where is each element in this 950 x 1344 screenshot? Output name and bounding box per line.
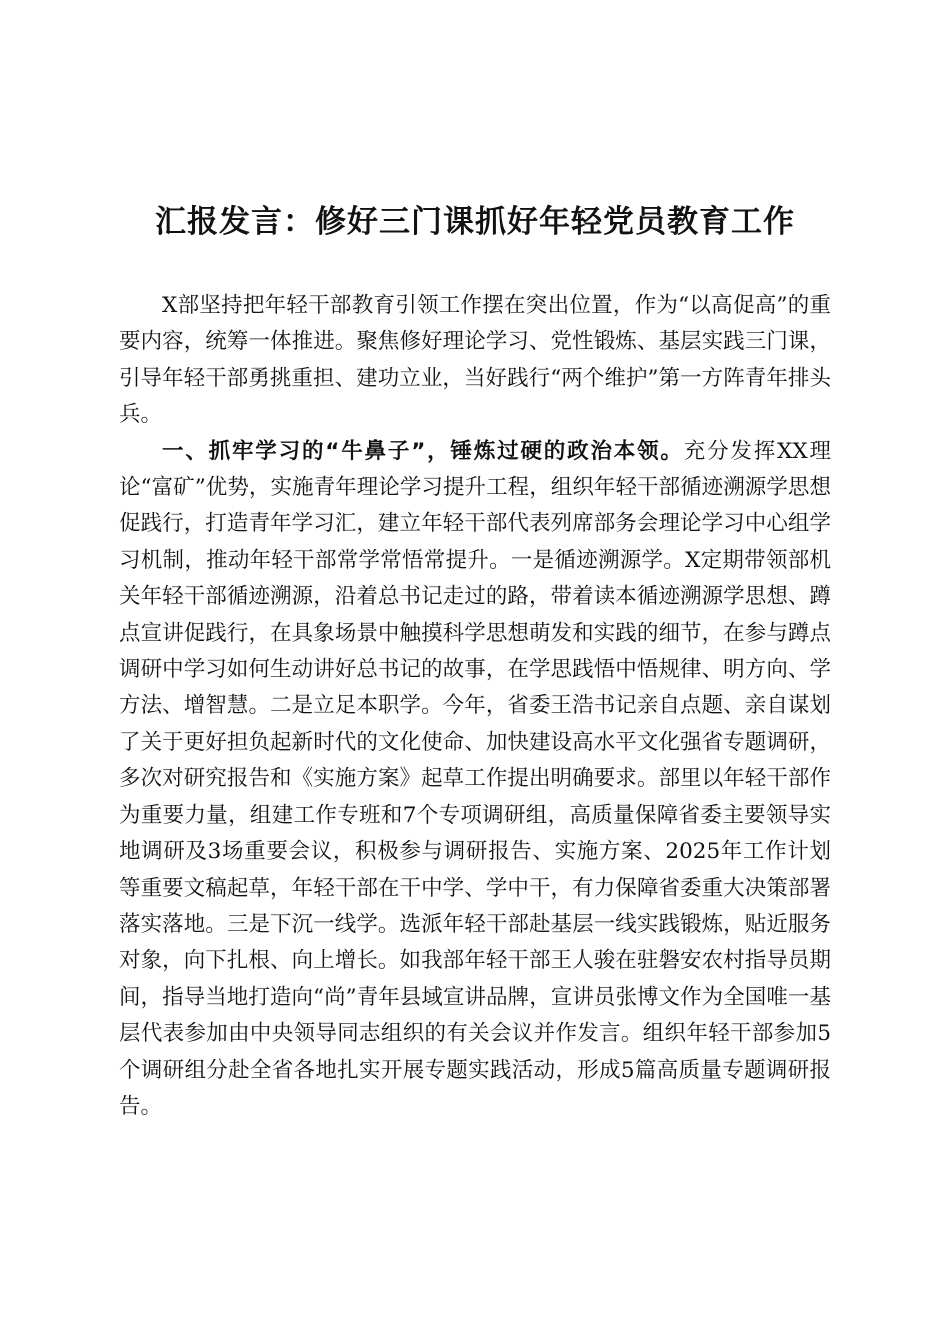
paragraph-section-one bbox=[119, 434, 831, 1126]
document-body bbox=[119, 288, 831, 1125]
paragraph-intro bbox=[119, 288, 831, 434]
paragraph-text: 充分发挥XX理论“富矿”优势，实施青年理论学习提升工程，组织年轻干部循迹溯源学思想促践行，打造青年学习汇，建立年轻干部代表列席部务会理论学习中心组学习机制，推动年轻干部常学常悟常提升。一是循迹溯源学。X定期带领部机关年轻干部循迹溯源，沿着总书记走过的路，带着读本循迹溯源学思想、蹲点宣讲促践行，在具象场景中触摸科学思想萌发和实践的细节，在参与蹲点调研中学习如何生动讲好总书记的故事，在学思践悟中悟规律、明方向、学方法、增智慧。二是立足本职学。今年，省委王浩书记亲自点题、亲自谋划了关于更好担负起新时代的文化使命、加快建设高水平文化强省专题调研，多次对研究报告和《实施方案》起草工作提出明确要求。部里以年轻干部作为重要力量，组建工作专班和7个专项调研组，高质量保障省委主要领导实地调研及3场重要会议，积极参与调研报告、实施方案、2025年工作计划等重要文稿起草，年轻干部在干中学、学中干，有力保障省委重大决策部署落实落地。三是下沉一线学。选派年轻干部赴基层一线实践锻炼，贴近服务对象，向下扎根、向上增长。如我部年轻干部王人骏在驻磐安农村指导员期间，指导当地打造向“尚”青年县域宣讲品牌，宣讲员张博文作为全国唯一基层代表参加由中央领导同志组织的有关会议并作发言。组织年轻干部参加5个调研组分赴全省各地扎实开展专题实践活动，形成5篇高质量专题调研报告。 bbox=[119, 438, 831, 1119]
document-title: 汇报发言：修好三门课抓好年轻党员教育工作 bbox=[155, 204, 795, 240]
section-heading: 一、抓牢学习的“牛鼻子”，锤炼过硬的政治本领。 bbox=[162, 438, 684, 464]
paragraph-text: X部坚持把年轻干部教育引领工作摆在突出位置，作为“以高促高”的重要内容，统筹一体推进。聚焦修好理论学习、党性锻炼、基层实践三门课，引导年轻干部勇挑重担、建功立业，当好践行“两个维护”第一方阵青年排头兵。 bbox=[119, 293, 831, 428]
